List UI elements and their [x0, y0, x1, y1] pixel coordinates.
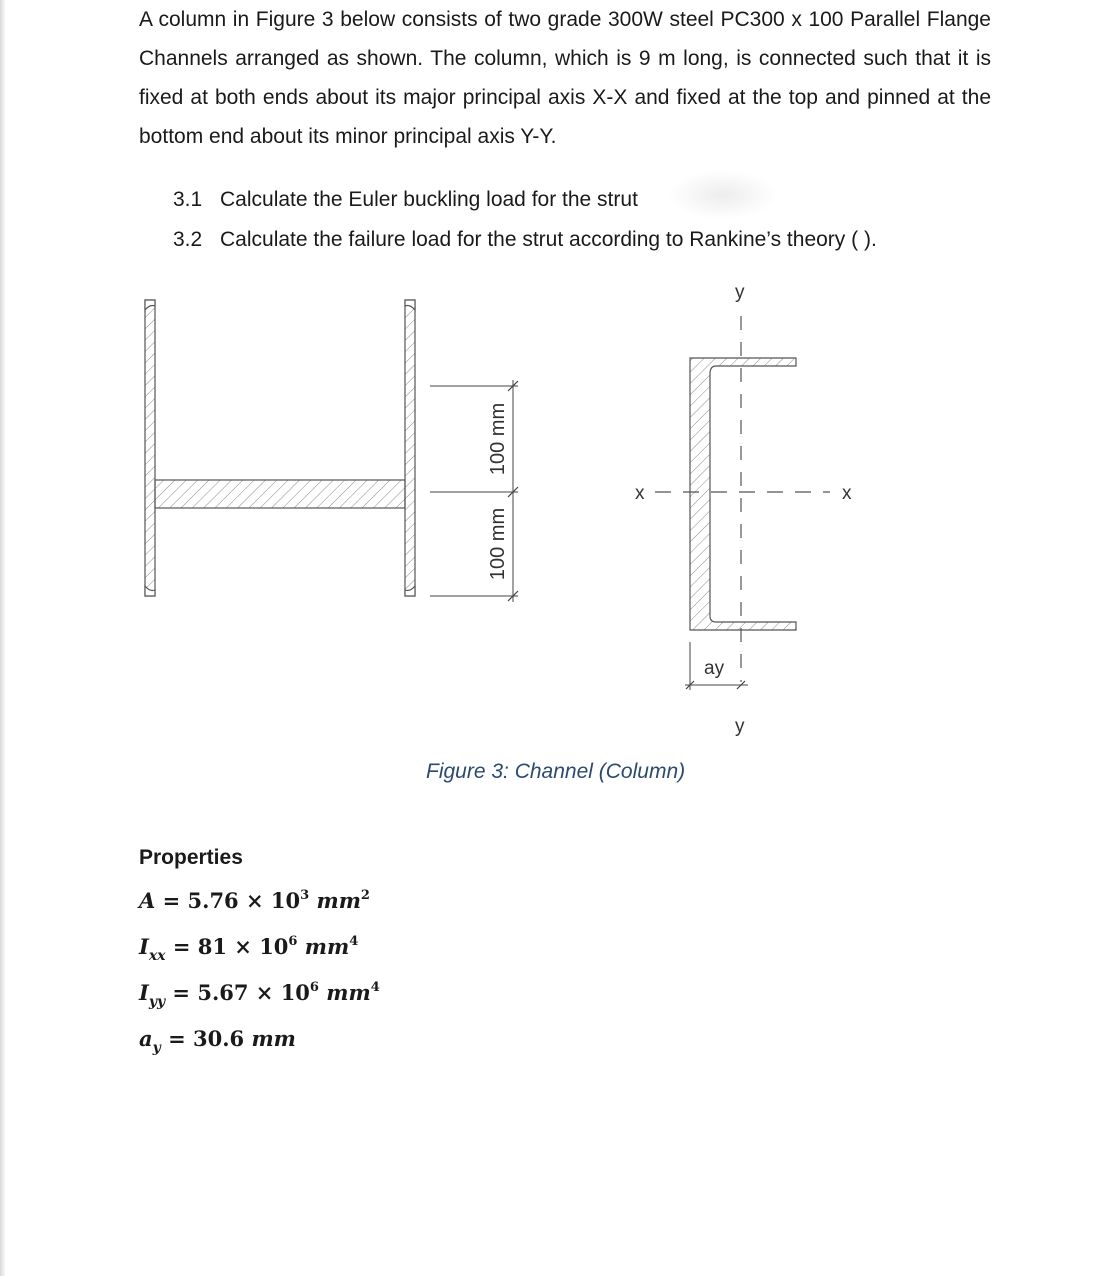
property-ixx: $I_{xx} = 81 \times 10^6$ $mm^4$ — [139, 934, 359, 964]
dimension-lines — [430, 380, 518, 602]
ay-label: ay — [704, 658, 725, 679]
property-ay: $a_y = 30.6$ mm — [139, 1026, 296, 1056]
question-text: Calculate the Euler buckling load for the strut — [220, 188, 638, 211]
ay-dimension — [685, 642, 748, 690]
single-channel-section — [690, 358, 796, 630]
problem-statement — [139, 0, 991, 156]
question-3-2 — [173, 226, 877, 254]
right-flange — [405, 300, 415, 596]
properties-title: Properties — [139, 846, 243, 869]
double-channel-section — [145, 300, 415, 596]
property-iyy: $I_{yy} = 5.67 \times 10^6$ $mm^4$ — [139, 980, 380, 1010]
y-axis-label-bottom: y — [735, 716, 745, 737]
question-number: 3.2 — [173, 228, 203, 251]
y-axis-label-top: y — [735, 282, 745, 303]
question-text: Calculate the failure load for the strut according to Rankine’s theory ( ). — [220, 228, 877, 251]
left-flange — [145, 300, 155, 596]
channel-outline — [690, 358, 796, 630]
question-number: 3.1 — [173, 188, 203, 211]
figure-caption: Figure 3: Channel (Column) — [426, 760, 686, 783]
x-axis-label-left: x — [635, 483, 645, 504]
problem-text: A column in Figure 3 below consists of two grade 300W steel PC300 x 100 Parallel Flange Channels arranged as shown. The column, which is 9 m long, is connected such that it is fixed at both ends about its major principal axis X-X and fixed at the top and pinned at the bottom end about its minor principal axis Y-Y. — [139, 8, 991, 148]
x-axis-label-right: x — [842, 483, 852, 504]
dimension-bottom-label: 100 mm — [487, 507, 509, 581]
smudge-mark — [668, 170, 778, 220]
dimension-top-label: 100 mm — [487, 402, 509, 476]
principal-axes — [635, 282, 852, 737]
figure-3-diagram — [0, 270, 1101, 750]
web-plate — [155, 480, 405, 508]
property-area: $A = 5.76 \times 10^3$ $mm^2$ — [139, 888, 370, 913]
question-3-1 — [173, 186, 638, 214]
